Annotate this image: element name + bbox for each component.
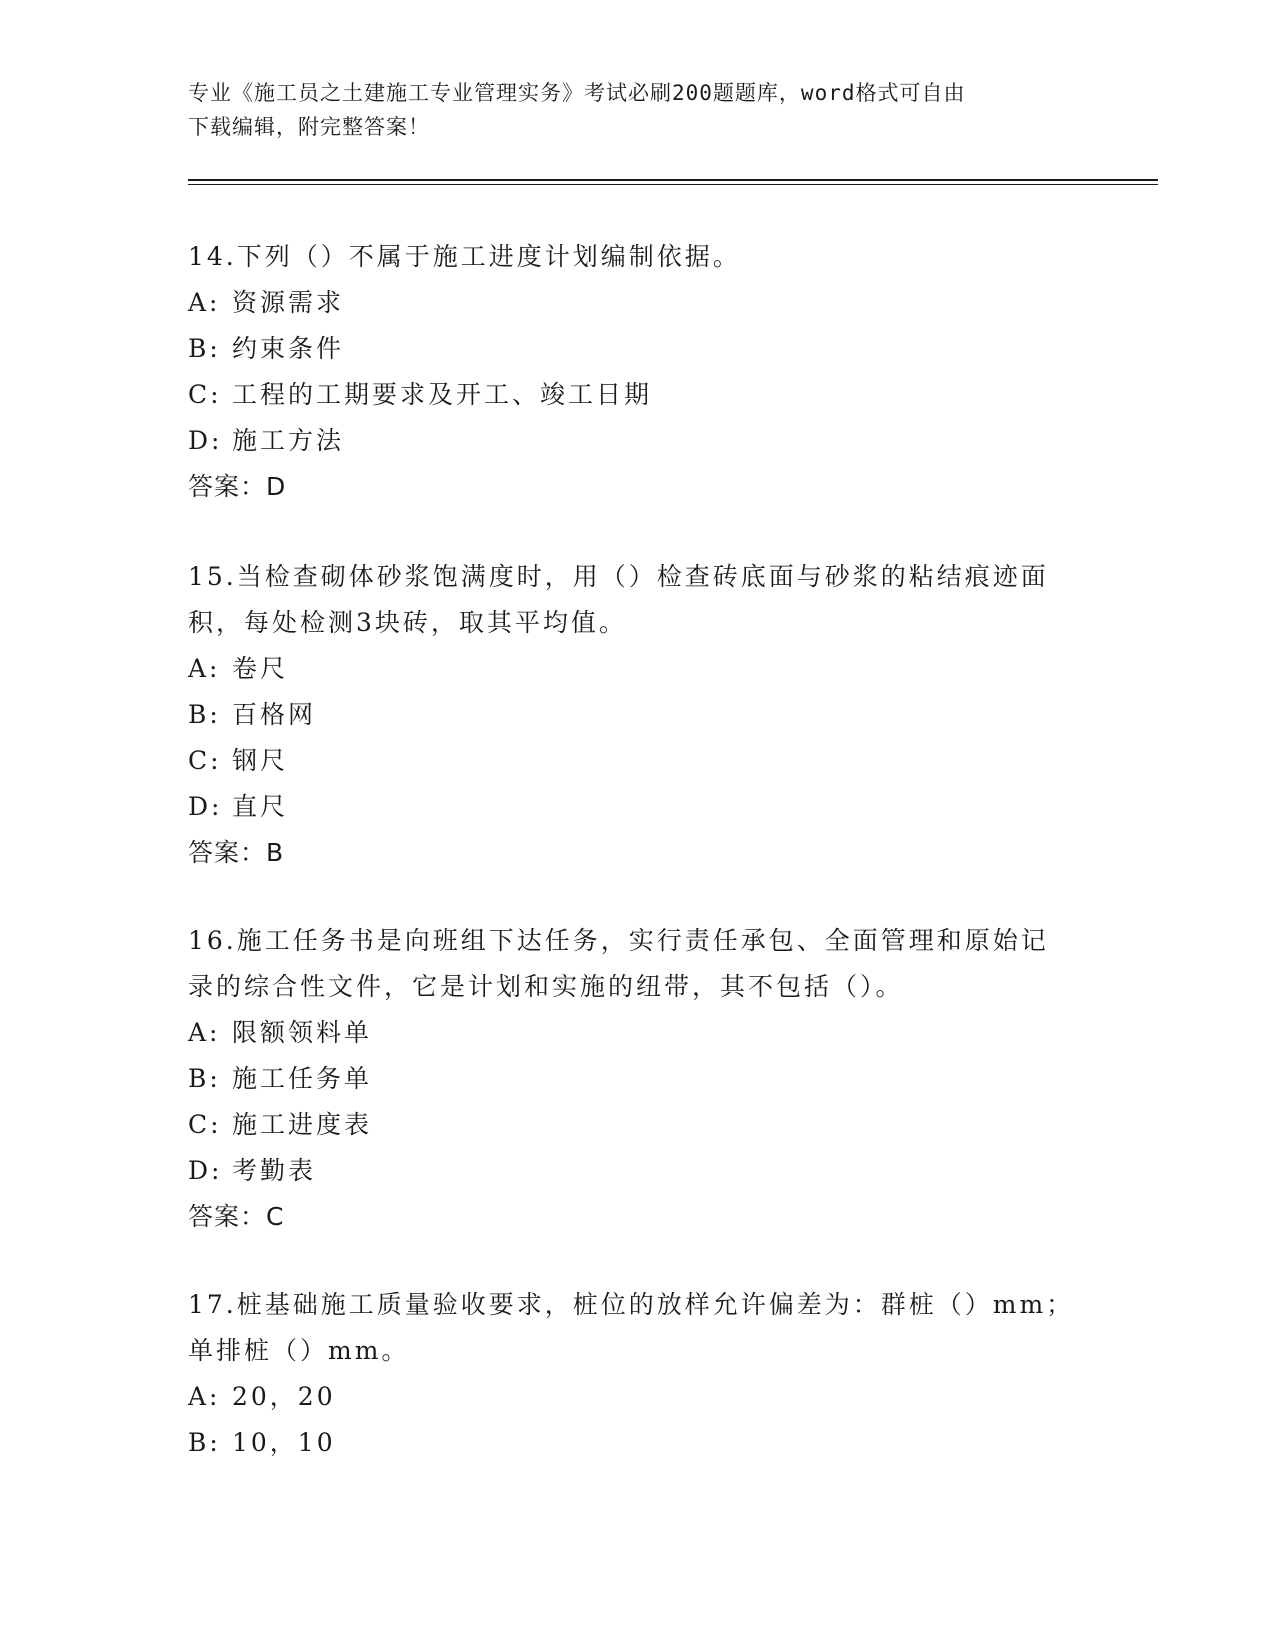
answer-line: 答案：C [188, 1202, 285, 1231]
option-key: C: [188, 746, 222, 775]
option-b [188, 692, 1088, 738]
document-header [188, 76, 1068, 144]
option-c [188, 1102, 1088, 1148]
option-c [188, 738, 1088, 784]
option-key: B: [188, 334, 221, 363]
option-text: 施工进度表 [232, 1110, 373, 1139]
question-stem-continued: 单排桩（）mm。 [188, 1336, 410, 1365]
question-15 [188, 554, 1088, 876]
header-line-1: 专业《施工员之土建施工专业管理实务》考试必刷200题题库，word格式可自由 [188, 81, 966, 105]
question-stem-continued: 录的综合性文件，它是计划和实施的纽带，其不包括（）。 [188, 972, 904, 1001]
option-text: 施工方法 [232, 426, 345, 455]
header-divider-thick [188, 179, 1158, 181]
option-d [188, 784, 1088, 830]
option-c [188, 372, 1088, 418]
option-key: A: [188, 654, 221, 683]
option-b [188, 1420, 1088, 1466]
option-text: 钢尺 [232, 746, 289, 775]
option-key: B: [188, 1064, 221, 1093]
option-key: D: [188, 1156, 223, 1185]
option-text: 卷尺 [232, 654, 289, 683]
question-16 [188, 918, 1088, 1240]
option-d [188, 1148, 1088, 1194]
option-d [188, 418, 1088, 464]
option-text: 约束条件 [232, 334, 345, 363]
question-stem: 15.当检查砌体砂浆饱满度时，用（）检查砖底面与砂浆的粘结痕迹面 [188, 562, 1049, 591]
answer-line: 答案：D [188, 472, 287, 501]
option-a [188, 1374, 1088, 1420]
option-text: 百格网 [232, 700, 317, 729]
option-key: A: [188, 1018, 221, 1047]
question-14 [188, 234, 1088, 510]
question-stem: 16.施工任务书是向班组下达任务，实行责任承包、全面管理和原始记 [188, 926, 1049, 955]
option-key: D: [188, 792, 223, 821]
option-text: 直尺 [232, 792, 289, 821]
option-text: 考勤表 [232, 1156, 317, 1185]
option-a [188, 1010, 1088, 1056]
option-key: D: [188, 426, 223, 455]
option-b [188, 1056, 1088, 1102]
answer-line: 答案：B [188, 838, 285, 867]
option-key: A: [188, 1382, 221, 1411]
option-key: A: [188, 288, 221, 317]
header-line-2: 下载编辑，附完整答案！ [188, 115, 430, 139]
option-text: 10，10 [232, 1428, 336, 1457]
option-a [188, 280, 1088, 326]
option-key: B: [188, 1428, 221, 1457]
header-divider-thin [188, 184, 1158, 185]
option-text: 20，20 [232, 1382, 336, 1411]
question-stem-continued: 积，每处检测3块砖，取其平均值。 [188, 608, 627, 637]
question-stem: 14.下列（）不属于施工进度计划编制依据。 [188, 242, 741, 271]
option-key: C: [188, 380, 222, 409]
option-text: 工程的工期要求及开工、竣工日期 [232, 380, 653, 409]
question-17 [188, 1282, 1088, 1466]
option-key: B: [188, 700, 221, 729]
option-key: C: [188, 1110, 222, 1139]
option-text: 施工任务单 [232, 1064, 373, 1093]
question-stem: 17.桩基础施工质量验收要求，桩位的放样允许偏差为：群桩（）mm； [188, 1290, 1075, 1319]
option-b [188, 326, 1088, 372]
option-text: 资源需求 [232, 288, 345, 317]
option-a [188, 646, 1088, 692]
option-text: 限额领料单 [232, 1018, 373, 1047]
